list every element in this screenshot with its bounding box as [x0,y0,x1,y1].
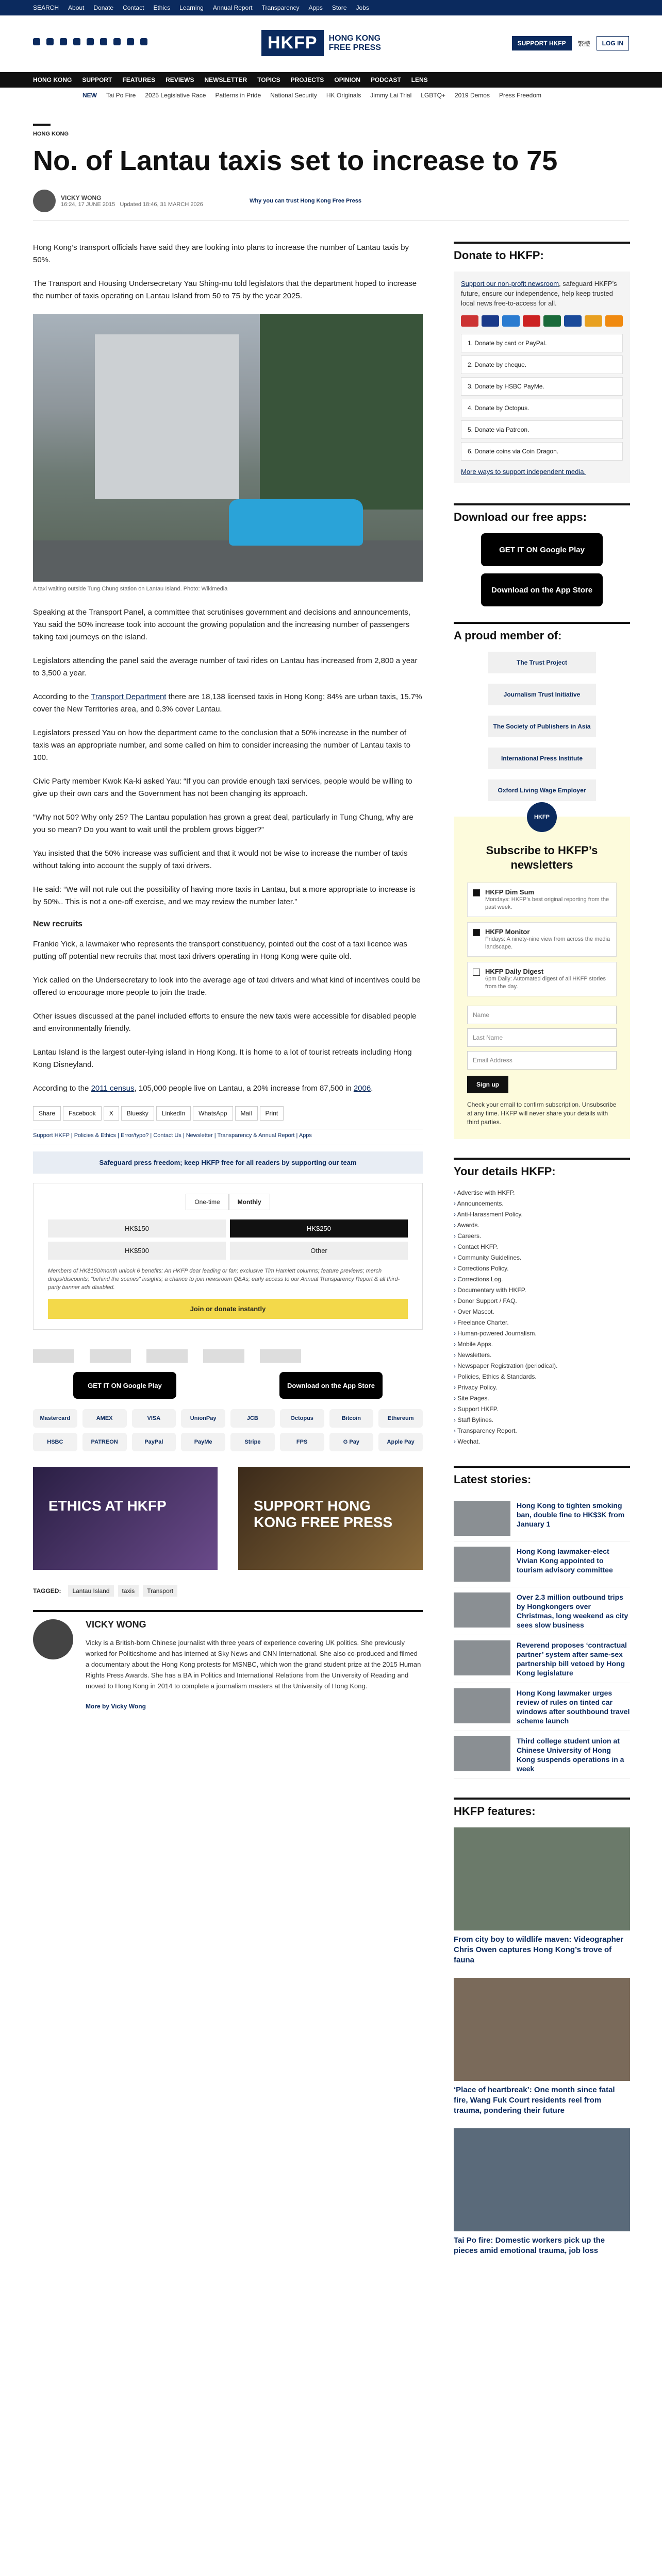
jcb-icon [543,315,561,327]
topbar-item-contact[interactable]: Contact [123,4,144,11]
jti-logo[interactable]: Journalism Trust Initiative [488,684,596,705]
donate-panel [454,272,630,483]
paragraph: Lantau Island is the largest outer-lying island in Hong Kong. It is home to a lot of tourist retreats including Hong Kong Disneyland. [33,1048,412,1069]
social-icons [33,38,147,45]
paragraph-text: According to the [33,692,91,701]
topbar-item-store[interactable]: Store [332,4,347,11]
nav-item-features[interactable]: FEATURES [122,76,156,83]
logo-mark: HKFP [261,30,324,56]
nav-item-reviews[interactable]: REVIEWS [166,76,194,83]
nav-item-hong-kong[interactable]: HONG KONG [33,76,72,83]
newsletter-desc: Fridays: A ninety-nine view from across the media landscape. [485,936,610,950]
share-bluesky-button[interactable]: Bluesky [121,1106,154,1121]
octopus-icon: Octopus [280,1409,324,1428]
sopa-logo[interactable]: The Society of Publishers in Asia [488,716,596,737]
hkfp-seal-icon: HKFP [527,802,557,832]
feature-card[interactable] [454,1978,630,2116]
masthead [0,15,662,72]
share-x-button[interactable]: X [104,1106,119,1121]
newsletter-desc: Mondays: HKFP’s best original reporting from the past week. [485,896,609,910]
photo-caption: A taxi waiting outside Tung Chung station on Lantau Island. Photo: Wikimedia [33,586,228,592]
support-newsroom-link[interactable]: Support our non-profit newsroom [461,280,559,287]
about-link[interactable]: › Staff Bylines. [454,1415,630,1426]
amex-icon [502,315,520,327]
paragraph: Hong Kong’s transport officials have said they are looking into plans to increase the number of Lantau taxis by 50%. [33,243,409,264]
about-links [454,1188,630,1447]
site-logo[interactable] [261,30,381,56]
telegram-icon[interactable] [127,38,134,45]
logo-line-2: FREE PRESS [328,43,381,52]
sidebar-app-badges [454,533,630,606]
feature-image[interactable] [454,2128,630,2231]
about-link[interactable]: › Donor Support / FAQ. [454,1296,630,1307]
latest-story[interactable] [454,1496,630,1541]
patreon-icon: PATREON [82,1433,127,1451]
paragraph-text: . [371,1084,373,1093]
paragraph: Frankie Yick, a lawmaker who represents the transport constituency, pointed out the cost of a taxi licence was putting off potential new recruits that most taxi drivers operating in Hong Kong were quite old. [33,940,407,961]
share-bar [33,1106,423,1121]
transport-department-link[interactable]: Transport Department [91,692,167,701]
newsletter-option[interactable] [467,962,617,996]
newsletter-option[interactable] [467,883,617,917]
facebook-icon[interactable] [33,38,40,45]
apps-heading: Download our free apps: [454,503,630,524]
member-perks: Members of HK$150/month unlock 6 benefits: An HKFP dear leading or fan; exclusive Tim Hamlett columns; feature previews; merch drops/discounts; “behind the scenes” insights; a chance to join newsroom Q&As; early access to our Annual Transparency Report & all third-party banner ads disabled. [48,1268,400,1291]
paragraph-text: , 105,000 people live on Lantau, a 20% increase from 87,500 in [134,1084,354,1093]
checkbox-checked[interactable] [473,889,480,896]
ipi-logo[interactable] [203,1349,244,1363]
about-link[interactable]: › Privacy Policy. [454,1382,630,1393]
census-2006-link[interactable]: 2006 [353,1084,371,1093]
feature-title[interactable]: From city boy to wildlife maven: Videographer Chris Owen captures Hong Kong’s trove of fauna [454,1935,623,1964]
article-body [33,242,423,1710]
more-ways-link[interactable]: More ways to support independent media. [461,468,586,476]
topbar-item-about[interactable]: About [68,4,85,11]
article-kicker[interactable]: HONG KONG [33,131,69,137]
promo-videos [33,1467,423,1570]
about-link[interactable]: › Community Guidelines. [454,1252,630,1263]
feature-title[interactable]: ‘Place of heartbreak’: One month since fatal fire, Wang Fuk Court residents reel from trauma, pondering their future [454,2086,615,2115]
about-link[interactable]: › Awards. [454,1220,630,1231]
one-time-tab[interactable]: One-time [186,1194,228,1210]
language-switch[interactable]: 繁體 [577,40,590,47]
mastercard-icon [461,315,478,327]
living-wage-logo[interactable]: Oxford Living Wage Employer [488,779,596,801]
story-title[interactable]: Hong Kong lawmaker urges review of rules on tinted car windows after southbound travel scheme launch [517,1689,630,1725]
newsletter-heading: Subscribe to HKFP’s newsletters [486,844,598,871]
about-link[interactable]: › Advertise with HKFP. [454,1188,630,1198]
visa-icon [482,315,499,327]
top-utility-bar [0,0,662,15]
nav-item-topics[interactable]: TOPICS [257,76,280,83]
publish-date: 16:24, 17 JUNE 2015 [61,201,115,208]
google-play-badge[interactable]: GET IT ON Google Play [481,533,603,566]
latest-heading: Latest stories: [454,1466,630,1486]
nav-item-podcast[interactable]: PODCAST [370,76,401,83]
about-link[interactable]: › Corrections Log. [454,1274,630,1285]
checkbox-unchecked[interactable] [473,969,480,976]
author-photo[interactable] [33,1619,73,1659]
census-link[interactable]: 2011 census [91,1084,135,1093]
newsletter-desc: 6pm Daily: Automated digest of all HKFP stories from the day. [485,976,606,990]
story-thumbnail[interactable] [454,1592,510,1628]
tags-label: TAGGED: [33,1587,61,1595]
byline-text [61,194,203,208]
frequency-toggle [48,1194,408,1210]
latest-story[interactable] [454,1731,630,1779]
sopa-logo[interactable] [146,1349,188,1363]
share-whatsapp-button[interactable]: WhatsApp [193,1106,233,1121]
feature-image[interactable] [454,1978,630,2081]
support-hkfp-button[interactable]: SUPPORT HKFP [512,36,572,50]
new-badge: NEW [82,92,97,99]
about-link[interactable]: › Announcements. [454,1198,630,1209]
youtube-icon[interactable] [113,38,121,45]
topbar-item-ethics[interactable]: Ethics [153,4,171,11]
author-bio: Vicky is a British-born Chinese journalist with three years of experience covering UK politics. She previously worked for Politicshome and has interned at Sky News and CNN International. She also co-produced and filmed a documentary about the Hong Kong protests for MSNBC, which won the grand student prize at the 2015 Human Rights Press Awards. She has a BA in Politics and International Relations from the University of Reading and moved to Hong Kong in 2014 to complete a journalism masters at the University of Hong Kong. [86,1639,421,1690]
story-title[interactable]: Hong Kong lawmaker-elect Vivian Kong appointed to tourism advisory committee [517,1547,613,1574]
donate-option-cheque[interactable]: 2. Donate by cheque. [461,355,623,374]
topbar-item-apps[interactable]: Apps [308,4,323,11]
paragraph: Other issues discussed at the panel included efforts to ensure the new taxis were accessible for disabled people and environmentally friendly. [33,1012,417,1033]
ipi-logo[interactable]: International Press Institute [488,748,596,769]
newsletter-signup [454,814,630,1139]
photo-taxi [229,499,363,546]
trust-project-logo[interactable]: The Trust Project [488,652,596,673]
about-heading: Your details HKFP: [454,1158,630,1178]
amount-option[interactable]: HK$150 [48,1219,226,1238]
article-photo [33,314,423,582]
google-pay-icon: G Pay [329,1433,374,1451]
trending-item[interactable]: Press Freedom [499,92,542,99]
about-link[interactable]: › Site Pages. [454,1393,630,1404]
amount-option[interactable]: HK$500 [48,1242,226,1260]
story-thumbnail[interactable] [454,1547,510,1582]
nav-item-support[interactable]: SUPPORT [82,76,112,83]
story-thumbnail[interactable] [454,1640,510,1675]
about-link[interactable]: › Human-powered Journalism. [454,1328,630,1339]
donate-option-payme[interactable]: 3. Donate by HSBC PayMe. [461,377,623,396]
paragraph: The Transport and Housing Undersecretary Yau Shing-mu told legislators that the department hoped to increase the number of taxis operating on Lantau Island from 50 to 75 by the year 2025. [33,279,417,300]
about-link[interactable]: › Documentary with HKFP. [454,1285,630,1296]
paragraph: Legislators pressed Yau on how the department came to the conclusion that a 50% increase in the number of taxis was an appropriate number, and some called on him to consider increasing the number of Lantau taxis to 100. [33,728,411,762]
trending-item[interactable]: LGBTQ+ [421,92,445,99]
support-video-card[interactable]: SUPPORT HONG KONG FREE PRESS [238,1467,423,1570]
topbar-item-annual-report[interactable]: Annual Report [212,4,253,11]
share-linkedin-button[interactable]: LinkedIn [156,1106,191,1121]
byline [33,190,629,221]
donate-intro [461,279,623,308]
photo-trees [260,314,423,510]
story-title[interactable]: Reverend proposes ‘contractual partner’ system after same-sex partnership bill vetoed by Hong Kong legislature [517,1641,627,1677]
bitcoin-icon [605,315,623,327]
app-store-row [33,1372,423,1399]
ethics-video-card[interactable]: ETHICS AT HKFP [33,1467,218,1570]
share-button[interactable]: Share [33,1106,61,1121]
logo-text [329,34,381,53]
instagram-icon[interactable] [60,38,67,45]
trending-item[interactable]: 2019 Demos [454,92,490,99]
paragraph [33,1082,423,1095]
author-box [33,1610,423,1710]
photo-road [33,540,423,582]
tag-link[interactable]: Lantau Island [68,1585,113,1597]
amount-option-selected[interactable]: HK$250 [230,1219,408,1238]
member-logos-row [33,1349,423,1363]
author-avatar[interactable] [33,190,56,212]
trust-project-logo[interactable] [33,1349,74,1363]
latest-story[interactable] [454,1587,630,1635]
email-field[interactable]: Email Address [467,1051,617,1070]
print-button[interactable]: Print [260,1106,284,1121]
donate-heading: Donate to HKFP: [454,242,630,262]
search-link[interactable]: SEARCH [33,4,59,11]
newsletter-option[interactable] [467,922,617,957]
hsbc-icon: HSBC [33,1433,77,1451]
paragraph: Yick called on the Undersecretary to look into the average age of taxi drivers and what kind of incentives could be offered to encourage more people to join the trade. [33,976,421,997]
donate-option-patreon[interactable]: 5. Donate via Patreon. [461,420,623,439]
subheading: New recruits [33,920,83,928]
newsletter-note: Check your email to confirm subscription. Unsubscribe at any time. HKFP will never share your details with third parties. [467,1101,617,1126]
visa-icon: VISA [132,1409,176,1428]
support-links[interactable]: Support HKFP | Policies & Ethics | Error/typo? | Contact Us | Newsletter | Transparency & Annual Report | Apps [33,1129,423,1144]
about-link[interactable]: › Newspaper Registration (periodical). [454,1361,630,1371]
jcb-icon: JCB [230,1409,275,1428]
paypal-icon: PayPal [132,1433,176,1451]
about-link[interactable]: › Careers. [454,1231,630,1242]
login-button[interactable]: LOG IN [597,36,629,50]
share-facebook-button[interactable]: Facebook [63,1106,102,1121]
main-nav [0,72,662,88]
paragraph: Speaking at the Transport Panel, a committee that scrutinises government and decisions and announcements, Yau said the 50% increase took into account the growing population and the increasing number of passengers taking taxi journeys on the island. [33,608,411,641]
unionpay-icon [523,315,540,327]
feature-card[interactable] [454,1827,630,1965]
paragraph-text: According to the [33,1084,91,1093]
living-wage-logo[interactable] [260,1349,301,1363]
masthead-actions [512,36,629,50]
ethereum-icon: Ethereum [378,1409,423,1428]
member-logos [454,652,630,801]
paragraph: He said: “We will not rule out the possibility of having more taxis in Lantau, but a more appropriate to increase is by 50%.. This is not a one-off exercise, and we may review the number later.” [33,885,416,906]
trending-item[interactable]: 2025 Legislative Race [145,92,206,99]
amount-option-other[interactable]: Other [230,1242,408,1260]
email-icon[interactable] [140,38,147,45]
sign-up-button[interactable]: Sign up [467,1076,508,1093]
newsletter-name: HKFP Monitor [485,928,530,936]
kicker-rule [33,124,51,126]
x-icon[interactable] [46,38,54,45]
amex-icon: AMEX [82,1409,127,1428]
donate-option-card[interactable]: 1. Donate by card or PayPal. [461,334,623,352]
newsletter-name: HKFP Daily Digest [485,968,544,975]
monthly-tab[interactable]: Monthly [229,1194,270,1210]
tag-list [33,1585,423,1597]
paragraph: “Why not 50? Why only 25? The Lantau population has grown a great deal, particularly in Tung Chung, why are you so mean? Do you want to wait until the problem grows bigger?” [33,813,413,834]
paragraph: Civic Party member Kwok Ka-ki asked Yau: “If you can provide enough taxi services, people would be willing to give up their own cars and the Government has not been changing its approach. [33,777,412,798]
donate-option-coins[interactable]: 6. Donate coins via Coin Dragon. [461,442,623,461]
payme-icon: PayMe [181,1433,225,1451]
donate-option-octopus[interactable]: 4. Donate by Octopus. [461,399,623,417]
about-link[interactable]: › Over Mascot. [454,1307,630,1317]
amount-options [48,1219,408,1260]
fps-icon: FPS [280,1433,324,1451]
logo-line-1: HONG KONG [328,33,381,43]
google-play-badge[interactable]: GET IT ON Google Play [73,1372,176,1399]
feature-image[interactable] [454,1827,630,1930]
trending-item[interactable]: Patterns in Pride [215,92,261,99]
donate-widget [33,1183,423,1330]
donate-intro-text: , safeguard HKFP’s future, ensure our independence, help keep trusted local news free-to-access for all. [461,280,617,307]
trending-item[interactable]: HK Originals [326,92,361,99]
unionpay-icon: UnionPay [181,1409,225,1428]
mastercard-icon: Mastercard [33,1409,77,1428]
article-title: No. of Lantau taxis set to increase to 75 [33,145,558,176]
payment-methods [33,1409,423,1451]
octopus-icon [585,315,602,327]
about-link[interactable]: › Freelance Charter. [454,1317,630,1328]
paragraph [33,691,423,716]
nav-item-newsletter[interactable]: NEWSLETTER [204,76,247,83]
trending-item[interactable]: Tai Po Fire [106,92,136,99]
topbar-item-jobs[interactable]: Jobs [356,4,369,11]
story-title[interactable]: Over 2.3 million outbound trips by Hongkongers over Christmas, long weekend as city sees slow business [517,1593,628,1629]
about-link[interactable]: › Policies, Ethics & Standards. [454,1371,630,1382]
updated-date: Updated 18:46, 31 MARCH 2026 [120,201,203,208]
more-by-author-link[interactable]: More by Vicky Wong [86,1703,146,1710]
app-store-badge[interactable]: Download on the App Store [481,573,603,606]
author-name[interactable]: VICKY WONG [61,194,102,201]
latest-story[interactable] [454,1635,630,1683]
about-link[interactable]: › Support HKFP. [454,1404,630,1415]
story-thumbnail[interactable] [454,1501,510,1536]
topbar-item-learning[interactable]: Learning [179,4,204,11]
story-thumbnail[interactable] [454,1736,510,1771]
safeguard-banner[interactable]: Safeguard press freedom; keep HKFP free for all readers by supporting our team [33,1151,423,1174]
nav-item-opinion[interactable]: OPINION [334,76,360,83]
author-box-name[interactable]: VICKY WONG [86,1619,146,1630]
feature-card[interactable] [454,2128,630,2256]
trending-item[interactable]: Jimmy Lai Trial [370,92,412,99]
join-donate-button[interactable]: Join or donate instantly [48,1299,408,1319]
latest-story[interactable] [454,1683,630,1731]
about-link[interactable]: › Newsletters. [454,1350,630,1361]
apple-pay-icon: Apple Pay [378,1433,423,1451]
share-mail-button[interactable]: Mail [235,1106,258,1121]
trending-item[interactable]: National Security [270,92,317,99]
linkedin-icon[interactable] [100,38,107,45]
last-name-field[interactable]: Last Name [467,1028,617,1047]
about-link[interactable]: › Corrections Policy. [454,1263,630,1274]
paragraph-text: there are 18,138 licensed taxis in Hong Kong; 84% are urban taxis, 15.7% cover the New Territories area, and 0.3% cover Lantau. [33,692,422,714]
about-link[interactable]: › Mobile Apps. [454,1339,630,1350]
card-icons [461,315,623,327]
story-title[interactable]: Hong Kong to tighten smoking ban, double fine to HK$3K from January 1 [517,1501,625,1528]
photo-building [95,334,239,499]
latest-story[interactable] [454,1541,630,1587]
paragraph: Yau insisted that the 50% increase was sufficient and that it would not be wise to increase the number of taxis without taking into account the supply of taxi drivers. [33,849,408,870]
trust-link[interactable]: Why you can trust Hong Kong Free Press [250,198,361,204]
newsletter-name: HKFP Dim Sum [485,888,535,896]
paragraph: Legislators attending the panel said the average number of taxi rides on Lantau has increased from 2,800 a year to 3,500 a year. [33,656,418,677]
about-link[interactable]: › Transparency Report. [454,1426,630,1436]
topbar-item-donate[interactable]: Donate [93,4,114,11]
features-heading: HKFP features: [454,1798,630,1818]
app-store-badge[interactable]: Download on the App Store [279,1372,383,1399]
bluesky-icon[interactable] [87,38,94,45]
topbar-item-transparency[interactable]: Transparency [261,4,300,11]
bitcoin-icon: Bitcoin [329,1409,374,1428]
feature-title[interactable]: Tai Po fire: Domestic workers pick up the pieces amid emotional trauma, job loss [454,2236,605,2255]
member-heading: A proud member of: [454,622,630,642]
trending-nav [0,88,662,103]
nav-item-lens[interactable]: LENS [411,76,428,83]
story-title[interactable]: Third college student union at Chinese University of Hong Kong suspends operations in a week [517,1737,624,1773]
about-link[interactable]: › Wechat. [454,1436,630,1447]
about-link[interactable]: › Contact HKFP. [454,1242,630,1252]
stripe-icon: Stripe [230,1433,275,1451]
first-name-field[interactable]: Name [467,1006,617,1024]
jti-logo[interactable] [90,1349,131,1363]
tag-link[interactable]: Transport [143,1585,177,1597]
tag-link[interactable]: taxis [118,1585,139,1597]
paypal-icon [564,315,582,327]
nav-item-projects[interactable]: PROJECTS [290,76,324,83]
threads-icon[interactable] [73,38,80,45]
checkbox-checked[interactable] [473,929,480,936]
about-link[interactable]: › Anti-Harassment Policy. [454,1209,630,1220]
story-thumbnail[interactable] [454,1688,510,1723]
sidebar [454,242,630,2268]
